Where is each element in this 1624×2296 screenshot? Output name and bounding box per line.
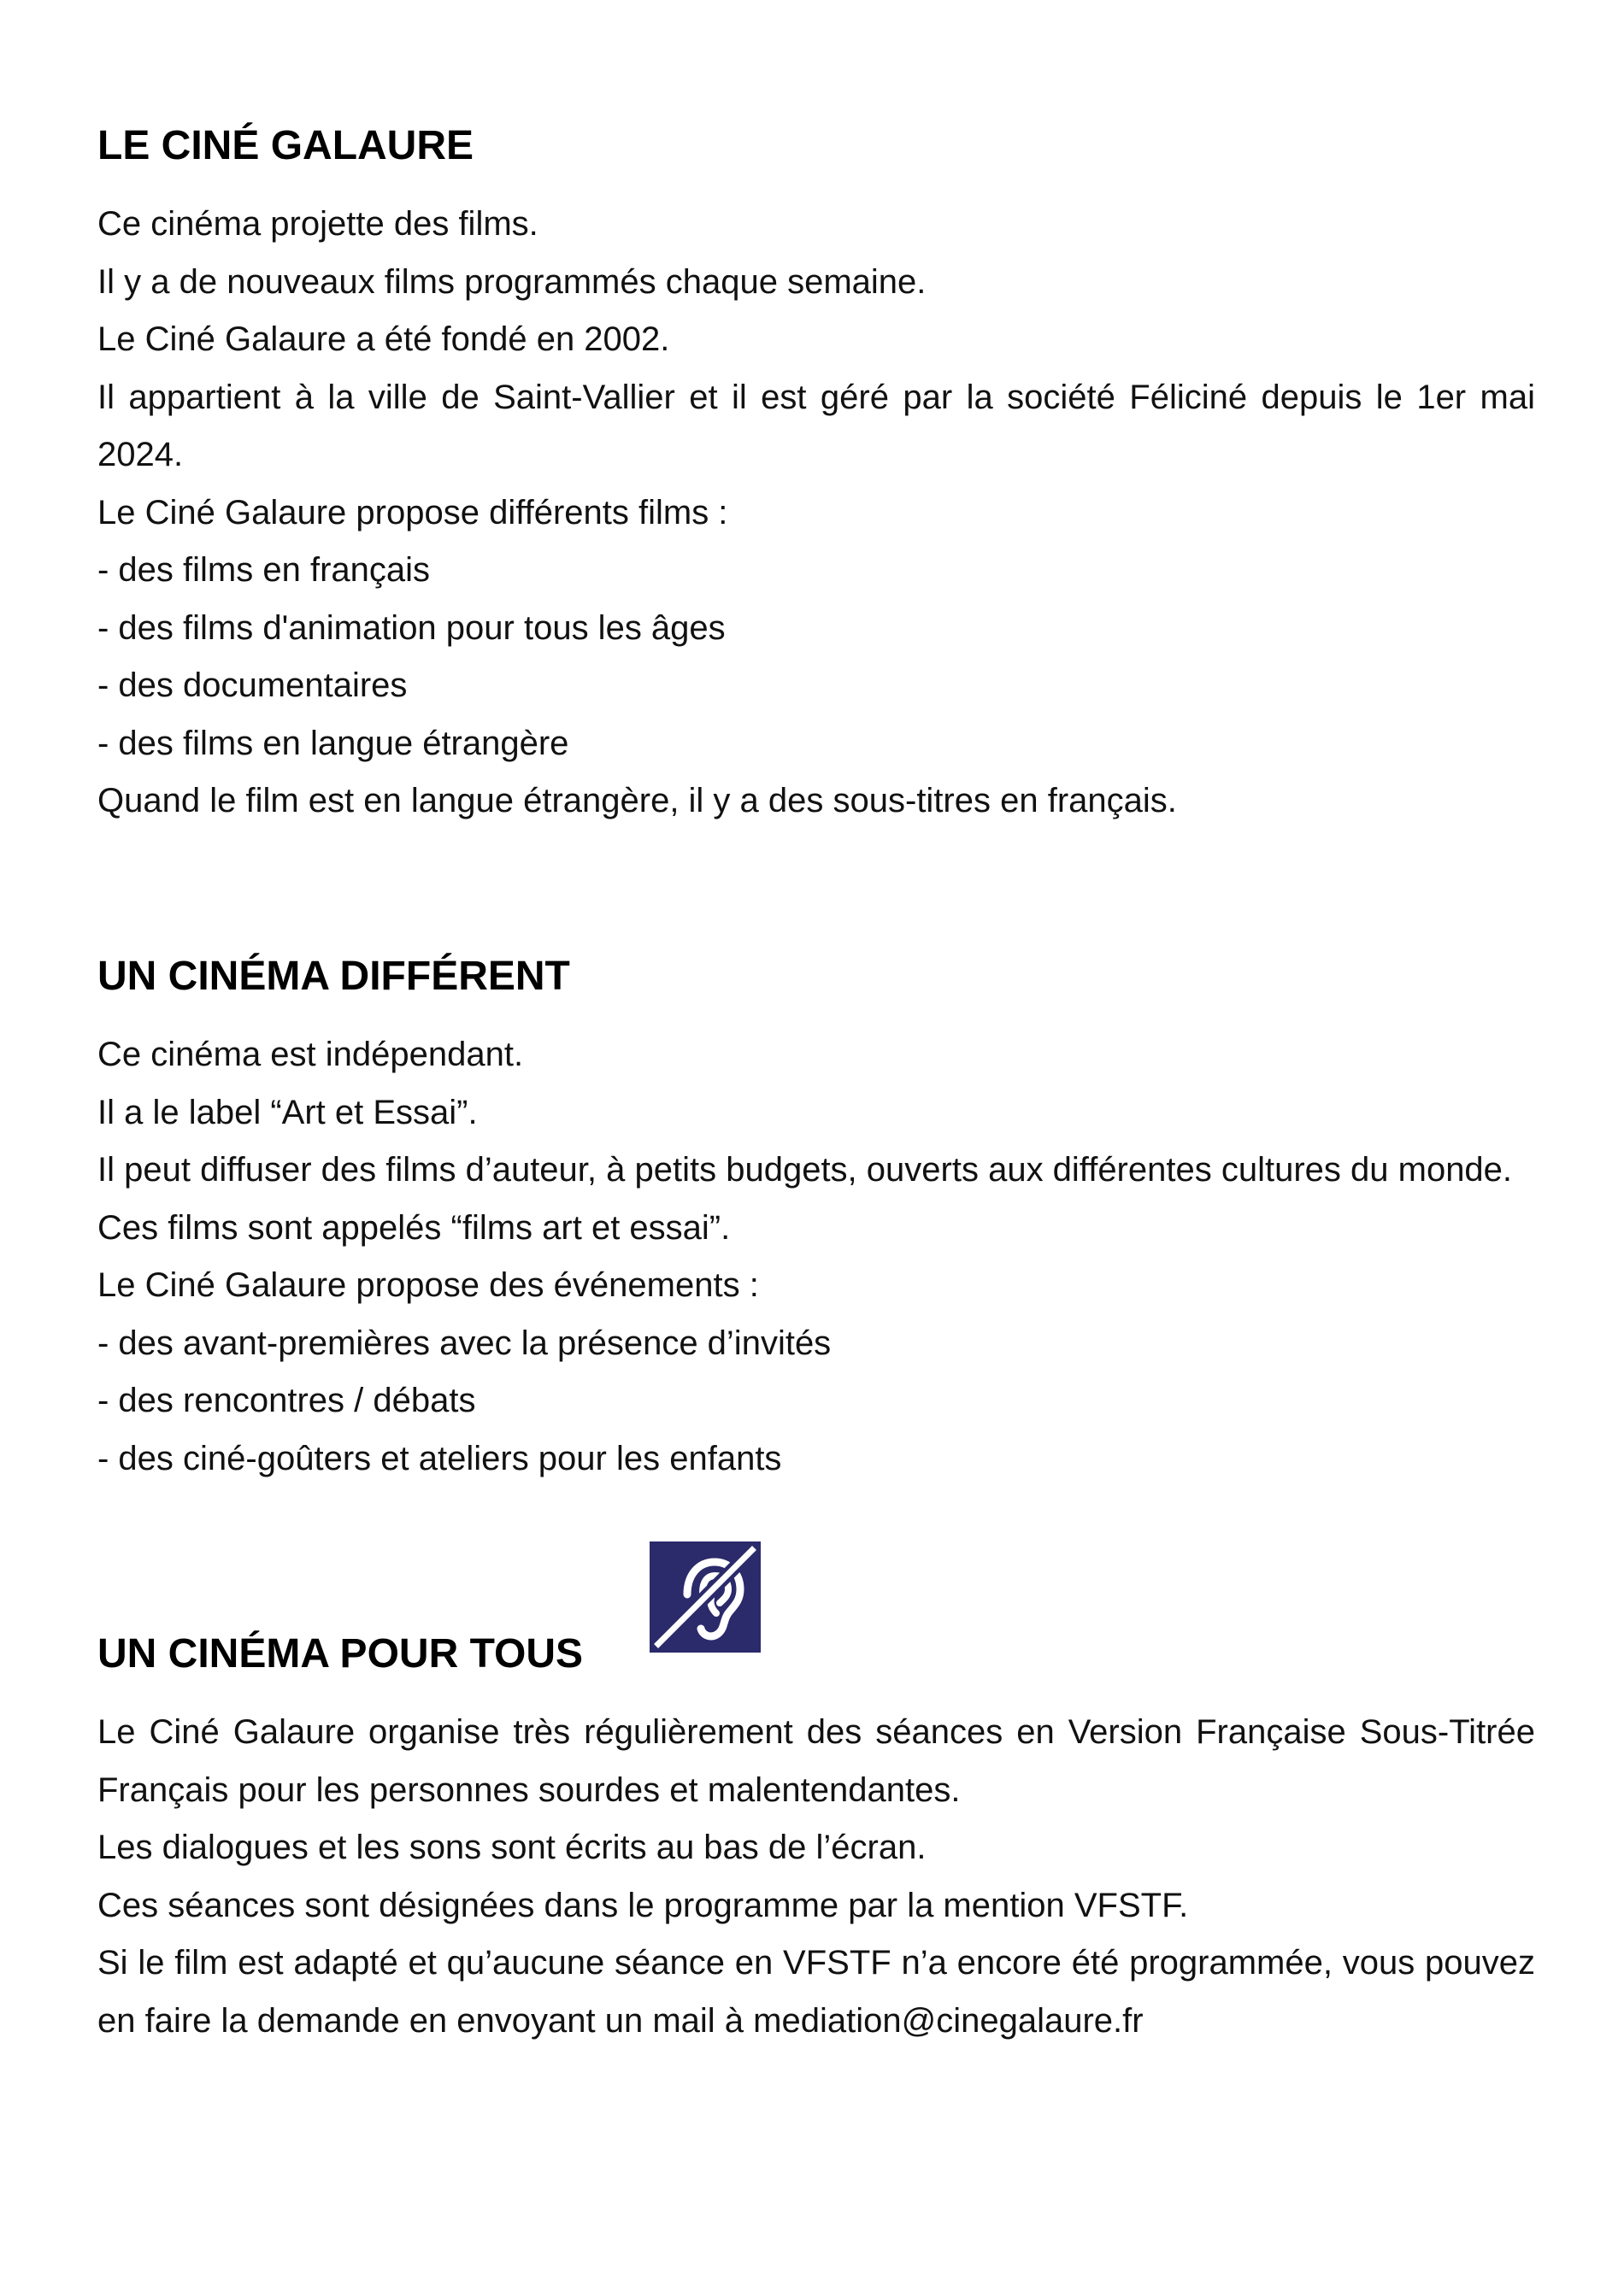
- paragraph-line: Il a le label “Art et Essai”.: [97, 1093, 478, 1131]
- section-heading: UN CINÉMA DIFFÉRENT: [97, 954, 570, 999]
- paragraph-line: Ces films sont appelés “films art et essai”.: [97, 1208, 731, 1247]
- paragraph-line: Quand le film est en langue étrangère, il y a des sous-titres en français.: [97, 782, 1177, 819]
- list-item: - des films en langue étrangère: [97, 724, 569, 762]
- list-item: - des ciné-goûters et ateliers pour les enfants: [97, 1439, 782, 1477]
- section-heading: LE CINÉ GALAURE: [97, 123, 474, 168]
- hearing-impaired-icon: [650, 1541, 761, 1653]
- paragraph-line: Ces séances sont désignées dans le programme par la mention VFSTF.: [97, 1886, 1189, 1924]
- paragraph-line: Ce cinéma projette des films.: [97, 205, 538, 243]
- paragraph-line: Le Ciné Galaure organise très régulièrement des séances en Version Française Sous-Titrée Français pour les personnes sourdes et malentendantes.: [97, 1713, 1535, 1809]
- list-item: - des films en français: [97, 551, 431, 589]
- paragraph-line: Le Ciné Galaure propose des événements :: [97, 1266, 759, 1304]
- paragraph-line: Les dialogues et les sons sont écrits au bas de l’écran.: [97, 1829, 927, 1866]
- paragraph-line-with-email: Si le film est adapté et qu’aucune séance en VFSTF n’a encore été programmée, vous pouvez en faire la demande en envoyant un mail à mediation@cinegalaure.fr: [97, 1944, 1535, 2040]
- heading-row: [97, 1624, 1535, 1685]
- paragraph-line: Le Ciné Galaure a été fondé en 2002.: [97, 320, 670, 358]
- section-body: [97, 1704, 1535, 2050]
- section-heading: UN CINÉMA POUR TOUS: [97, 1631, 584, 1676]
- section-le-cine-galaure: [97, 115, 1535, 831]
- list-item: - des rencontres / débats: [97, 1382, 476, 1419]
- section-body: [97, 196, 1535, 831]
- list-item: - des avant-premières avec la présence d’invités: [97, 1324, 832, 1362]
- paragraph-line: Il peut diffuser des films d’auteur, à petits budgets, ouverts aux différentes cultures du monde.: [97, 1151, 1513, 1189]
- section-un-cinema-different: [97, 946, 1535, 1488]
- list-item: - des documentaires: [97, 666, 408, 704]
- section-un-cinema-pour-tous: [97, 1624, 1535, 2050]
- paragraph-line: Le Ciné Galaure propose différents films :: [97, 493, 728, 531]
- list-item: - des films d'animation pour tous les âges: [97, 608, 726, 647]
- paragraph-line: Il y a de nouveaux films programmés chaque semaine.: [97, 262, 927, 301]
- paragraph-line: Ce cinéma est indépendant.: [97, 1036, 524, 1073]
- paragraph-line: Il appartient à la ville de Saint-Vallier et il est géré par la société Féliciné depuis le 1er mai 2024.: [97, 378, 1535, 473]
- section-body: [97, 1026, 1535, 1488]
